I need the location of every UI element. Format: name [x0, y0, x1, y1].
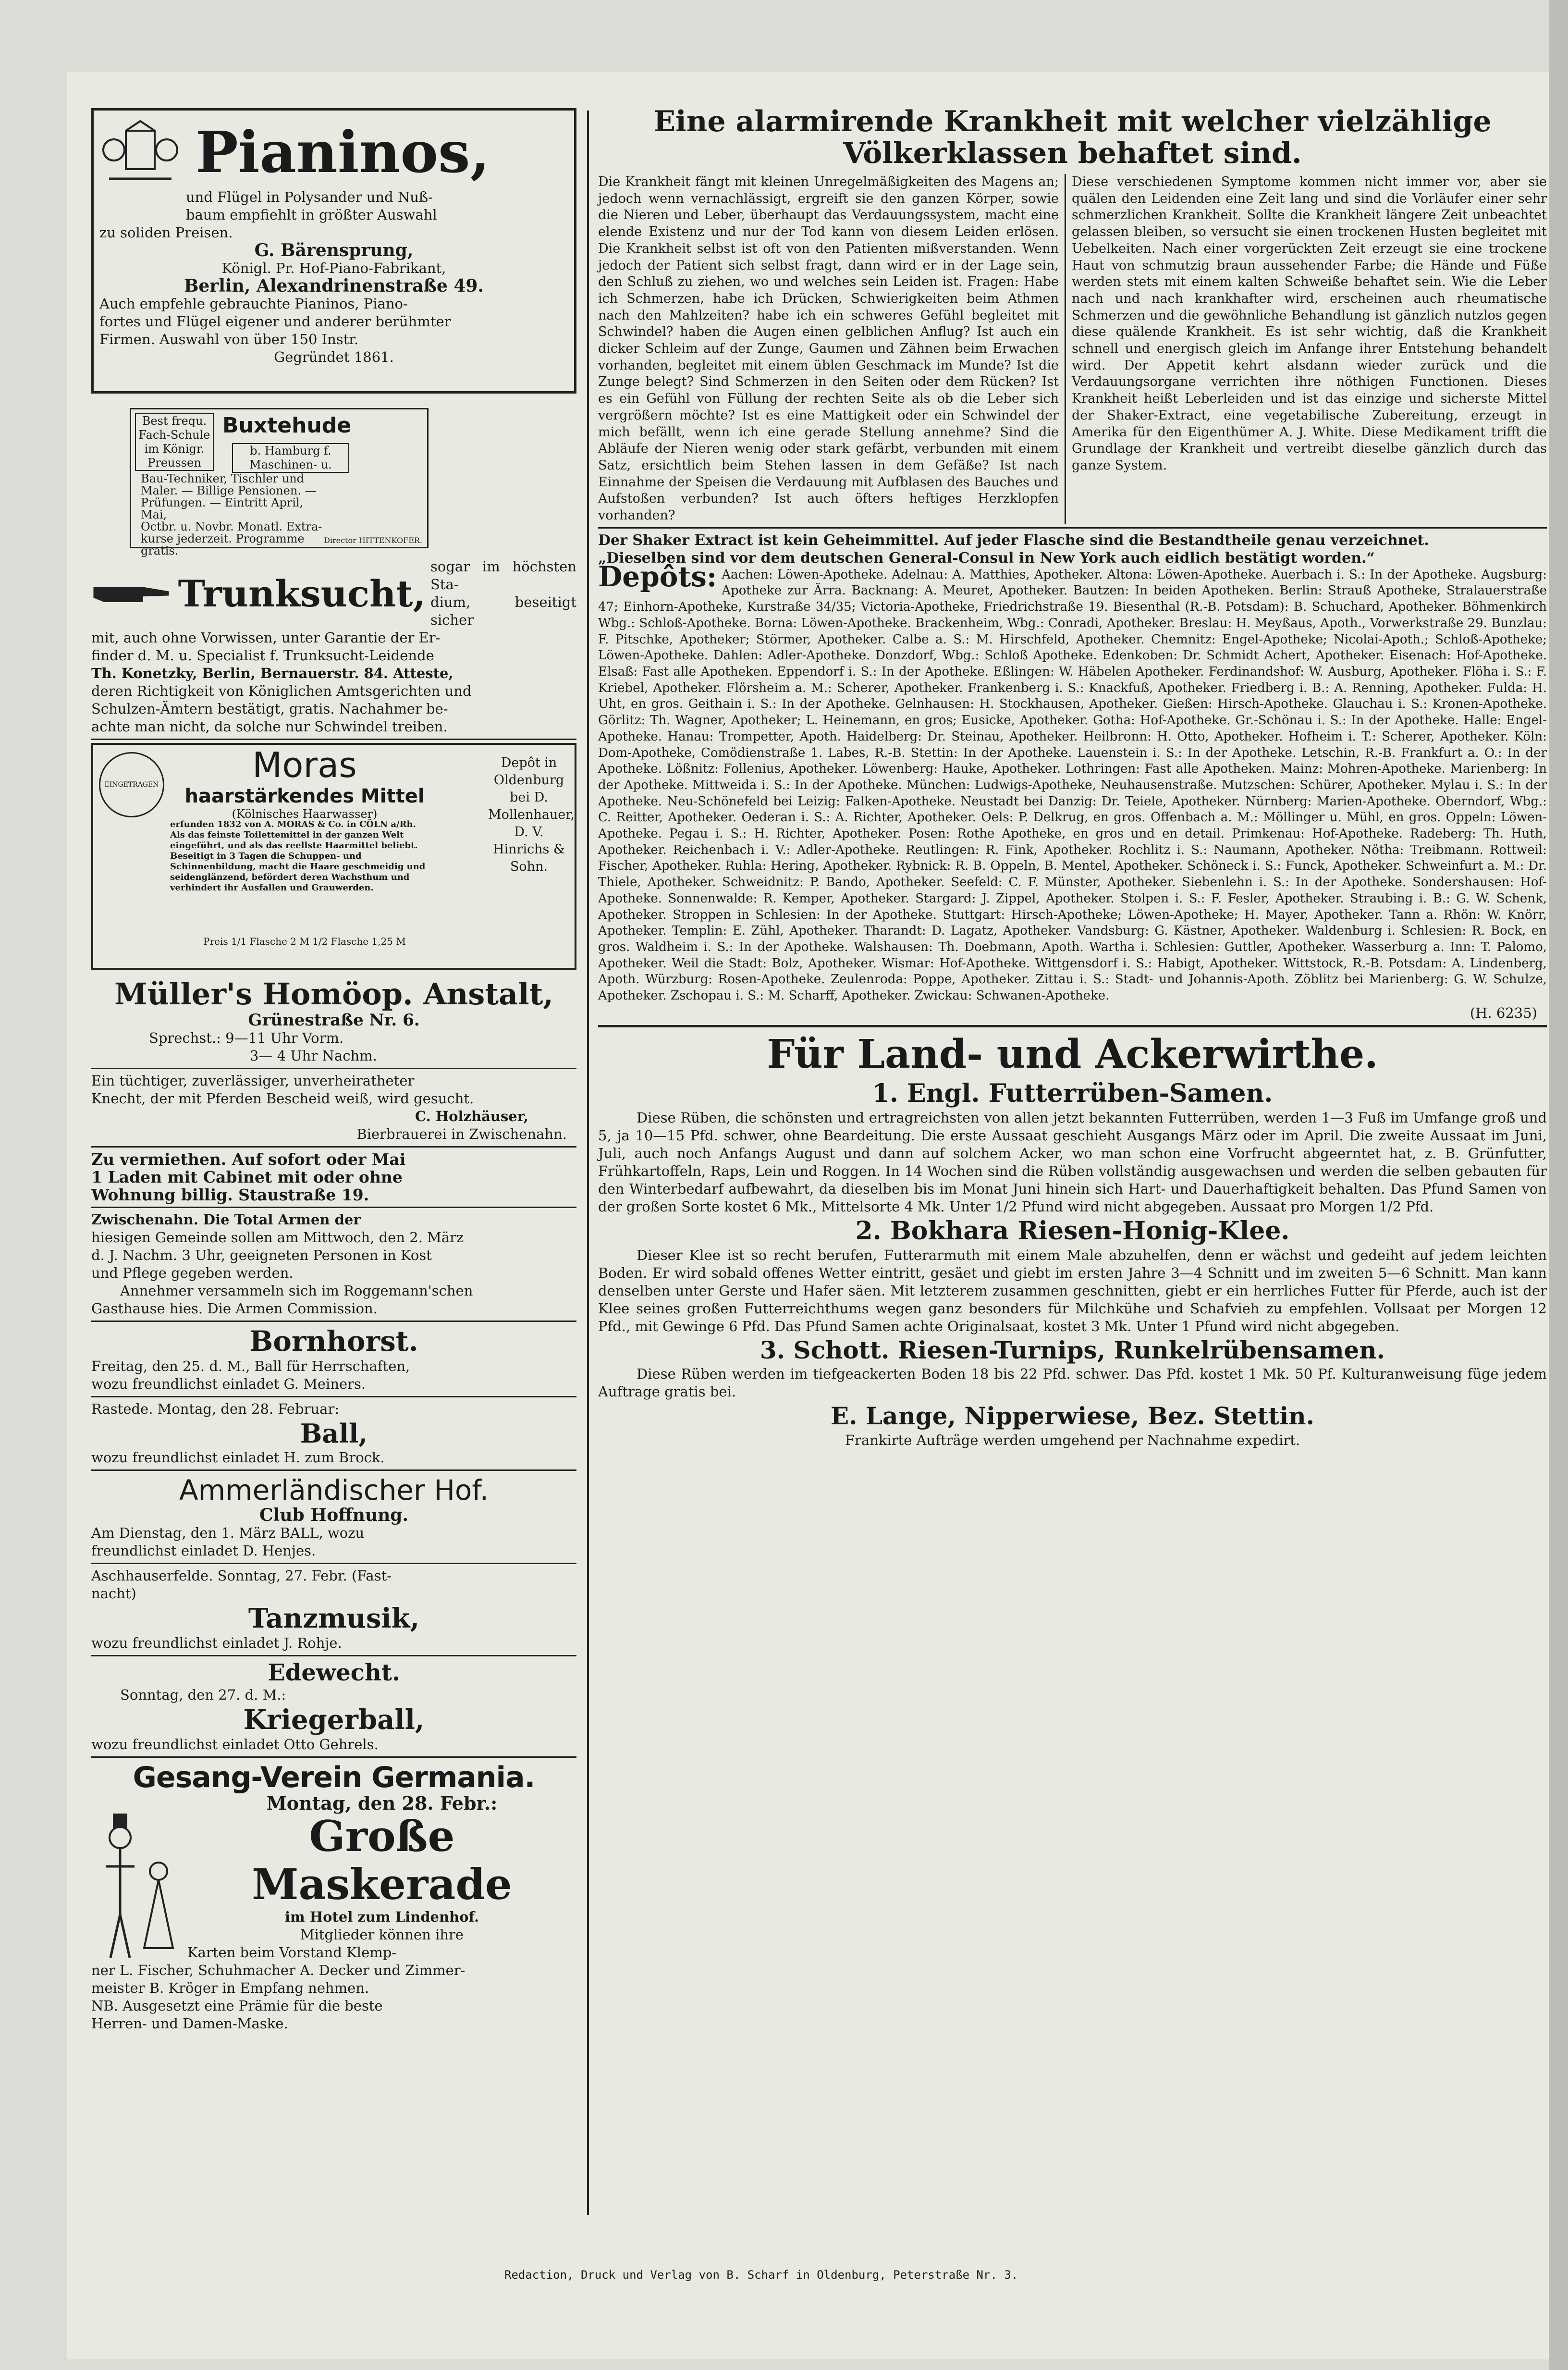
shaker-depots	[598, 560, 1547, 1004]
moras-depot: Depôt in Oldenburg bei D. Mollenhauer, D. V. Hinrichs & Sohn.	[488, 755, 575, 874]
trunksucht-line: Schulzen-Ämtern bestätigt, gratis. Nachahmer be-	[91, 701, 448, 717]
rastede-title: Ball,	[300, 1418, 368, 1449]
vermiethen-line: Wohnung billig. Staustraße 19.	[91, 1185, 369, 1204]
buxtehude-badge: Best frequ. Fach-Schule im Königr. Preussen	[135, 413, 214, 471]
zwischenahn-ad	[91, 1211, 576, 1318]
ammerland-sub: Club Hoffnung.	[259, 1505, 408, 1525]
landwirthe-ad	[598, 1030, 1547, 1449]
mueller-title: Müller's Homöop. Anstalt,	[114, 976, 553, 1012]
pianinos-ad	[91, 108, 576, 394]
page-edge	[1549, 0, 1568, 2370]
bornhorst-title: Bornhorst.	[249, 1325, 418, 1358]
shaker-title-2: Völkerklassen behaftet sind.	[843, 136, 1302, 170]
buxtehude-line: Prüfungen. — Eintritt April, Mai,	[141, 496, 304, 521]
moras-subtitle2: (Kölnisches Haarwasser)	[232, 807, 378, 821]
landwirthe-note: Frankirte Aufträge werden umgehend per Nachnahme expedirt.	[845, 1432, 1300, 1448]
bornhorst-ad	[91, 1325, 576, 1393]
ammerland-ad	[91, 1474, 576, 1560]
knecht-line: C. Holzhäuser,	[415, 1108, 528, 1124]
mueller-line: Sprechst.: 9—11 Uhr Vorm.	[149, 1030, 344, 1046]
landwirthe-paragraph-2: Dieser Klee ist so recht berufen, Futterarmuth mit einem Male abzuhelfen, denn er wächst und gedeiht auf jedem leichten Boden. Er wird sobald offenes Wetter eintritt, gesäet und giebt im ersten Jahre 3—4 Schnitt und im zweiten 5—6 Schnitt. Man kann denselben unter Gerste und Hafer säen. Mit letzterem zusammen geschnitten, giebt er ein herrliches Futter für Pferde, auch ist der Klee seines großen Futterreichthums wegen ganz besonders für Milchkühe und Schafvieh zu empfehlen. Vollsaat per Morgen 12 Pfd., mit Gewinge 6 Pfd. Das Pfund Samen achte Originalsaat, kostet 3 Mk. Unter 1 Pfund wird nicht abgegeben.	[598, 1247, 1547, 1334]
right-column	[598, 106, 1547, 1449]
trunksucht-ad	[91, 558, 576, 736]
vermiethen-ad	[91, 1150, 576, 1204]
depots-list: Aachen: Löwen-Apotheke. Adelnau: A. Matthies, Apotheker. Altona: Löwen-Apotheke. Auerbach i. S.: In der Apotheke. Augsburg: Apotheke zur Ärra. Backnang: A. Meuret, Apotheker. Bautzen: In beiden Apotheken. Berlin: Strauß Apotheke, Stralauerstraße 47; Einhorn-Apotheke, Kurstraße 34/35; Victoria-Apotheke, Friedrichstraße 19. Biesenthal (R.-B. Potsdam): B. Schuchard, Apotheker. Böhmenkirch Wbg.: Schloß-Apotheke. Borna: Löwen-Apotheke. Brackenheim, Wbg.: Conradi, Apotheker. Breslau: H. Meyßaus, Apoth., Vorwerkstraße 29. Bunzlau: F. Pitschke, Apotheker; Störmer, Apotheker. Calbe a. S.: M. Hirschfeld, Apotheker. Chemnitz: Engel-Apotheke; Nicolai-Apoth.; Schloß-Apotheke; Löwen-Apotheke. Dahlen: Adler-Apotheke. Donzdorf, Wbg.: Schloß Apotheke. Edenkoben: Dr. Schmidt Achert, Apotheker. Eisenach: Hof-Apotheke. Elsaß: Fast alle Apotheken. Eppendorf i. S.: In der Apotheke. Eßlingen: W. Häbelen Apotheker. Ferdinandshof: W. Ausburg, Apotheker. Flöha i. S.: F. Kriebel, Apotheker. Flörsheim a. M.: Scherer, Apotheker. Frankenberg i. S.: Knackfuß, Apotheker. Friedberg i. B.: A. Renning, Apotheker. Fulda: H. Uht, en gros. Geithain i. S.: In der Apotheke. Gelnhausen: H. Stockhausen, Apotheker. Gießen: Hirsch-Apotheke. Glauchau i. S.: Kronen-Apotheke. Görlitz: Th. Wagner, Apotheker; L. Heinemann, en gros; Eusicke, Apotheker. Gotha: Hof-Apotheke. Gr.-Schönau i. S.: In der Apotheke. Halle: Engel-Apotheke. Hanau: Trompetter, Apoth. Haidelberg: Dr. Steinau, Apotheker. Heilbronn: H. Otto, Apotheker. Hofheim i. T.: Scherer, Apotheker. Köln: Dom-Apotheke, Comödienstraße 1. Labes, R.-B. Stettin: In der Apotheke. Lauenstein i. S.: In der Apotheke. Letschin, R.-B. Frankfurt a. O.: In der Apotheke. Lößnitz: Follenius, Apotheker. Löwenberg: Hauke, Apotheker. Lothringen: Fast alle Apotheken. Mainz: Mohren-Apotheke. Marienberg: In der Apotheke. Mittweida i. S.: In der Apotheke. München: Ludwigs-Apotheke, Neuhausenstraße. Mutzschen: Schürer, Apotheker. Mylau i. S.: In der Apotheke. Neu-Schönefeld bei Leizig: Falken-Apotheke. Neustadt bei Danzig: Dr. Teiele, Apotheker. Nürnberg: Marien-Apotheke. Oberndorf, Wbg.: C. Reitter, Apotheker. Oederan i. S.: A. Richter, Apotheker. Oels: P. Delkrug, en gros. Offenbach a. M.: Möllinger u. Mühl, en gros. Oppeln: Löwen-Apotheke. Pegau i. S.: H. Richter, Apotheker. Posen: Rothe Apotheke, en gros und en detail. Primkenau: Hof-Apotheke. Radeberg: Th. Huth, Apotheker. Reichenbach i. V.: Adler-Apotheke. Reutlingen: R. Fink, Apotheker. Rochlitz i. S.: Naumann, Apotheker. Nötha: Treibmann. Rottweil: Fischer, Apotheker. Ruhla: Hering, Apotheker. Rybnick: R. B. Oppeln, B. Mentel, Apotheker. Schöneck i. S.: Funck, Apotheker. Schweinfurt a. M.: Dr. Thiele, Apotheker. Schweidnitz: P. Bando, Apotheker. Seefeld: C. F. Münster, Apotheker. Siebenlehn i. S.: In der Apotheke. Sondershausen: Hof-Apotheke. Sonnenwalde: R. Kemper, Apotheker. Stargard: J. Zippel, Apotheker. Stolpen i. S.: F. Fesler, Apotheker. Straubing i. B.: G. W. Schenk, Apotheker. Stroppen in Schlesien: In der Apotheke. Stuttgart: Hirsch-Apotheke; Löwen-Apotheke; H. Mayer, Apotheker. Tann a. Rhön: W. Knörr, Apotheker. Templin: E. Zühl, Apotheker. Tharandt: D. Lagatz, Apotheker. Vandsburg: G. Kästner, Apotheker. Waldenburg i. Schlesien: R. Bock, en gros. Waldheim i. S.: In der Apotheke. Walshausen: Th. Doebmann, Apoth. Wartha i. Schlesien: Guttler, Apotheker. Wasserburg a. Inn: T. Palomo, Apotheker. Weil die Stadt: Bolz, Apotheker. Wismar: Hof-Apotheke. Wittgensdorf i. S.: Habigt, Apotheker. Wittstock, R.-B. Potsdam: A. Lindenberg, Apoth. Würzburg: Rosen-Apotheke. Zeulenroda: Poppe, Apotheker. Zittau i. S.: Stadt- und Johannis-Apoth. Zöblitz bei Marienberg: G. W. Schulze, Apotheker. Zschopau i. S.: M. Scharff, Apotheker. Zwickau: Schwanen-Apotheke.	[598, 567, 1547, 1003]
mueller-line: Grünestraße Nr. 6.	[248, 1011, 420, 1030]
trunksucht-line: mit, auch ohne Vorwissen, unter Garantie der Er-	[91, 630, 441, 646]
trunksucht-line: dium, beseitigt sicher	[430, 594, 576, 628]
knecht-line: Knecht, der mit Pferden Bescheid weiß, wird gesucht.	[91, 1090, 474, 1107]
buxtehude-line: Maler. — Billige Pensionen. —	[141, 484, 317, 497]
buxtehude-line: Octbr. u. Novbr. Monatl. Extra-	[141, 520, 322, 533]
germania-line: ner L. Fischer, Schuhmacher A. Decker und Zimmer-	[91, 1962, 466, 1978]
zwischenahn-line: hiesigen Gemeinde sollen am Mittwoch, den 2. März	[91, 1229, 464, 1246]
pianinos-firm: G. Bärensprung,	[254, 240, 414, 260]
pianinos-line: Firmen. Auswahl von über 150 Instr.	[99, 331, 359, 347]
landwirthe-title: Für Land- und Ackerwirthe.	[767, 1031, 1378, 1077]
buxtehude-line: Bau-Techniker, Tischler und	[141, 472, 305, 485]
zwischenahn-line: d. J. Nachm. 3 Uhr, geeigneten Personen in Kost	[91, 1247, 432, 1263]
zwischenahn-line: und Pflege gegeben werden.	[91, 1265, 294, 1281]
left-column	[91, 108, 576, 2078]
germania-line: Karten beim Vorstand Klemp-	[187, 1944, 397, 1961]
aschhausen-title: Tanzmusik,	[248, 1603, 420, 1634]
germania-big2: Maskerade	[252, 1859, 512, 1909]
bornhorst-line: Freitag, den 25. d. M., Ball für Herrschaften,	[91, 1358, 410, 1374]
shaker-secret: Der Shaker Extract ist kein Geheimmittel. Auf jeder Flasche sind die Bestandtheile genau verzeichnet.	[598, 531, 1429, 549]
vermiethen-line: 1 Laden mit Cabinet mit oder ohne	[91, 1168, 403, 1186]
pianinos-line: Auch empfehle gebrauchte Pianinos, Piano-	[99, 296, 408, 312]
rastede-line: wozu freundlichst einladet H. zum Brock.	[91, 1449, 385, 1466]
buxtehude-sub: b. Hamburg f. Maschinen- u.	[232, 443, 349, 473]
moras-price: Preis 1/1 Flasche 2 M 1/2 Flasche 1,25 M	[203, 936, 406, 947]
buxtehude-signature: Director HITTENKOFER.	[324, 536, 422, 545]
germania-line: Mitglieder können ihre	[300, 1926, 464, 1943]
germania-line: NB. Ausgesetzt eine Prämie für die beste	[91, 1998, 383, 2014]
moras-seal-text: EINGETRAGEN	[104, 781, 159, 789]
trunksucht-title: Trunksucht,	[178, 572, 426, 615]
moras-line: erfunden 1832 von A. MORAS & Co. in CÖLN a/Rh.	[170, 819, 416, 829]
moras-line: Als das feinste Toilettemittel in der ganzen Welt eingeführt, und als das reellste Haarmittel beliebt. Beseitigt in 3 Tagen die Schuppen- und Schinnenbildung, macht die Haare geschmeidig und seidenglänzend, befördert deren Wachsthum und verhindert ihr Ausfallen und Grauwerden.	[170, 830, 426, 893]
trunksucht-line: achte man nicht, da solche nur Schwindel treiben.	[91, 718, 448, 735]
pianinos-line: und Flügel in Polysander und Nuß-	[186, 189, 433, 205]
germania-line: meister B. Kröger in Empfang nehmen.	[91, 1980, 369, 1996]
edewecht-line: wozu freundlichst einladet Otto Gehrels.	[91, 1736, 379, 1753]
moras-title: Moras	[252, 745, 357, 785]
shaker-ad	[598, 106, 1547, 1022]
germania-line: Herren- und Damen-Maske.	[91, 2015, 288, 2032]
shaker-text-right: Diese verschiedenen Symptome kommen nicht immer vor, aber sie quälen den Leidenden eine Zeit lang und sind die Vorläufer einer sehr schmerzlichen Krankheit. Sollte die Krankheit längere Zeit unbeachtet gelassen bleiben, so versucht sie einen trockenen Husten begleitet mit Uebelkeiten. Nach einer vorgerückten Zeit erzeugt sie eine trockene Haut von schmutzig braun aussehender Farbe; die Hände und Füße werden stets mit einem kalten Schweiße behaftet sein. Wie die Leber nach und nach krankhafter wird, erscheinen auch rheumatische Schmerzen und die gewöhnliche Behandlung ist gänzlich nutzlos gegen diese quälende Krankheit. Es ist sehr wichtig, daß die Krankheit schnell und energisch gleich im Anfange ihrer Entstehung behandelt wird. Der Appetit kehrt alsdann wieder zurück und die Verdauungsorgane verrichten ihre nöthigen Functionen. Dieses Krankheit heißt Leberleiden und ist das einzige und sicherste Mittel der Shaker-Extract, eine vegetabilische Zubereitung, erzeugt in Amerika für den Eigenthümer A. J. White. Diese Medikament trifft die Grundlage der Krankheit und vertreibt dieselbe gänzlich durch das ganze System.	[1072, 174, 1547, 473]
mueller-line: 3— 4 Uhr Nachm.	[250, 1048, 377, 1064]
germania-title: Gesang-Verein Germania.	[133, 1761, 535, 1794]
pianinos-founded: Gegründet 1861.	[274, 349, 394, 365]
buxtehude-ad	[130, 408, 429, 557]
trunksucht-line: Th. Konetzky, Berlin, Bernauerstr. 84. Atteste,	[91, 665, 453, 681]
royal-crest-icon	[99, 116, 181, 188]
germania-date: Montag, den 28. Febr.:	[266, 1792, 498, 1814]
pianinos-line: Königl. Pr. Hof-Piano-Fabrikant,	[221, 260, 446, 276]
rastede-line: Rastede. Montag, den 28. Februar:	[91, 1401, 340, 1417]
trunksucht-line: finder d. M. u. Specialist f. Trunksucht-Leidende	[91, 647, 434, 664]
knecht-ad	[91, 1072, 576, 1143]
rastede-ad	[91, 1400, 576, 1467]
trunksucht-line: deren Richtigkeit von Königlichen Amtsgerichten und	[91, 683, 472, 699]
moras-ad	[91, 743, 576, 970]
buxtehude-title: Buxtehude	[222, 413, 352, 438]
landwirthe-heading-1: 1. Engl. Futterrüben-Samen.	[872, 1078, 1273, 1108]
landwirthe-firm: E. Lange, Nipperwiese, Bez. Stettin.	[830, 1401, 1315, 1430]
zwischenahn-line: Gasthause hies. Die Armen Commission.	[91, 1300, 378, 1317]
mueller-ad	[91, 976, 576, 1065]
pianinos-line: baum empfiehlt in größter Auswahl	[186, 207, 437, 223]
knecht-line: Ein tüchtiger, zuverlässiger, unverheiratheter	[91, 1073, 415, 1089]
moras-text	[170, 819, 439, 893]
zwischenahn-line: Annehmer versammeln sich im Roggemann'schen	[120, 1283, 473, 1299]
aschhausen-line: wozu freundlichst einladet J. Rohje.	[91, 1635, 342, 1651]
germania-big1: Große	[309, 1811, 455, 1861]
ammerland-line: freundlichst einladet D. Henjes.	[91, 1543, 316, 1559]
landwirthe-heading-3: 3. Schott. Riesen-Turnips, Runkelrübensamen.	[760, 1335, 1385, 1364]
edewecht-title: Edewecht.	[268, 1659, 400, 1686]
shaker-title-1: Eine alarmirende Krankheit mit welcher vielzählige	[653, 105, 1492, 138]
moras-seal-icon	[99, 752, 164, 817]
pianinos-line: zu soliden Preisen.	[99, 224, 233, 241]
buxtehude-text	[141, 473, 333, 557]
shaker-text-left: Die Krankheit fängt mit kleinen Unregelmäßigkeiten des Magens an; jedoch wenn vernachlässigt, ergreift sie den ganzen Körper, sowie die Nieren und Leber, überhaupt das Verdauungssystem, macht eine elende Existenz und nur der Tod kann von diesem Leiden erlösen. Die Krankheit selbst ist oft von den Patienten mißverstanden. Wenn jedoch der Patient sich selbst fragt, dann wird er in der Lage sein, den Schluß zu ziehen, wo und welches sein Leiden ist. Fragen: Habe ich Schmerzen, habe ich Drücken, Schwierigkeiten beim Athmen nach den Mahlzeiten? habe ich ein schweres Gefühl begleitet mit Schwindel? haben die Augen einen gelblichen Anflug? Ist auch ein dicker Schleim auf der Zunge, Gaumen und Zähnen beim Erwachen vorhanden, begleitet mit einem üblen Geschmack im Munde? Ist die Zunge belegt? Sind Schmerzen in den Seiten oder dem Rücken? Ist es ein Gefühl von Füllung der rechten Seite als ob die Leber sich vergrößern möchte? Ist es eine Mattigkeit oder ein Schwindel der mich befällt, wenn ich eine gerade Stellung annehme? Sind die Abläufe der Nieren wenig oder stark gefärbt, verbunden mit einem Satz, ersichtlich beim Stehen lassen in dem Gefäße? Ist nach Einnahme der Speisen die Verdauung mit Aufblasen des Bauches und Aufstoßen verbunden? Ist auch öfters heftiges Herzklopfen vorhanden?	[598, 174, 1059, 523]
pianinos-line: fortes und Flügel eigener und anderer berühmter	[99, 313, 451, 330]
shaker-confirm: „Dieselben sind vor dem deutschen General-Consul in New York auch eidlich bestätigt worden.“	[598, 549, 1375, 567]
edewecht-title2: Kriegerball,	[243, 1704, 425, 1736]
landwirthe-paragraph-1: Diese Rüben, die schönsten und ertragreichsten von allen jetzt bekannten Futterrüben, werden 1—3 Fuß im Umfange groß und 5, ja 10—15 Pfd. schwer, ohne Beardeitung. Die erste Aussaat geschieht Ausgangs März oder im April. Die zweite Aussaat im Juni, Juli, auch noch Anfangs August und dann auf solchem Acker, wo man schon eine Vorfrucht abgeerntet hat, z. B. Grünfutter, Frühkartoffeln, Raps, Lein und Roggen. In 14 Wochen sind die Rüben vollständig ausgewachsen und werden die selben gebauten für den Winterbedarf aufbewahrt, da dieselben bis im Monat Juni hinein sich Hart- und Dauerhaftigkeit behalten. Das Pfund Samen von der großen Sorte kostet 6 Mk., Mittelsorte 4 Mk. Unter 1/2 Pfund wird nicht abgegeben. Aussaat pro Morgen 1/2 Pfd.	[598, 1109, 1547, 1215]
knecht-line: Bierbrauerei in Zwischenahn.	[356, 1126, 567, 1142]
pointing-hand-icon	[91, 577, 173, 610]
landwirthe-paragraph-3: Diese Rüben werden im tiefgeackerten Boden 18 bis 22 Pfd. schwer. Das Pfd. kostet 1 Mk. 50 Pf. Kulturanweisung füge jedem Auftrage gratis bei.	[598, 1365, 1547, 1400]
pianinos-address: Berlin, Alexandrinenstraße 49.	[184, 276, 484, 296]
germania-ad	[91, 1761, 576, 2078]
ammerland-title: Ammerländischer Hof.	[179, 1474, 489, 1506]
aschhausen-line: Aschhauserfelde. Sonntag, 27. Febr. (Fast-	[91, 1568, 392, 1584]
moras-subtitle: haarstärkendes Mittel	[184, 785, 425, 807]
trunksucht-line: sogar im höchsten Sta-	[430, 558, 576, 592]
germania-line: im Hotel zum Lindenhof.	[284, 1909, 479, 1925]
depots-title: Depôts:	[598, 560, 717, 593]
page-footer: Redaction, Druck und Verlag von B. Scharf in Oldenburg, Peterstraße Nr. 3.	[504, 2268, 1018, 2282]
shaker-code: (H. 6235)	[1470, 1004, 1537, 1021]
ammerland-line: Am Dienstag, den 1. März BALL, wozu	[91, 1525, 365, 1541]
masked-figures-icon	[91, 1804, 183, 1977]
edewecht-ad	[91, 1659, 576, 1753]
vermiethen-line: Zu vermiethen. Auf sofort oder Mai	[91, 1150, 406, 1169]
column-divider	[587, 111, 589, 2215]
bornhorst-line: wozu freundlichst einladet G. Meiners.	[91, 1376, 366, 1392]
buxtehude-line: kurse jederzeit. Programme gratis.	[141, 532, 305, 557]
aschhausen-line: nacht)	[91, 1585, 136, 1602]
pianinos-title: Pianinos,	[196, 119, 490, 185]
aschhausen-ad	[91, 1567, 576, 1652]
zwischenahn-line: Zwischenahn. Die Total Armen der	[91, 1211, 361, 1228]
landwirthe-heading-2: 2. Bokhara Riesen-Honig-Klee.	[855, 1216, 1290, 1246]
edewecht-line: Sonntag, den 27. d. M.:	[120, 1687, 286, 1703]
